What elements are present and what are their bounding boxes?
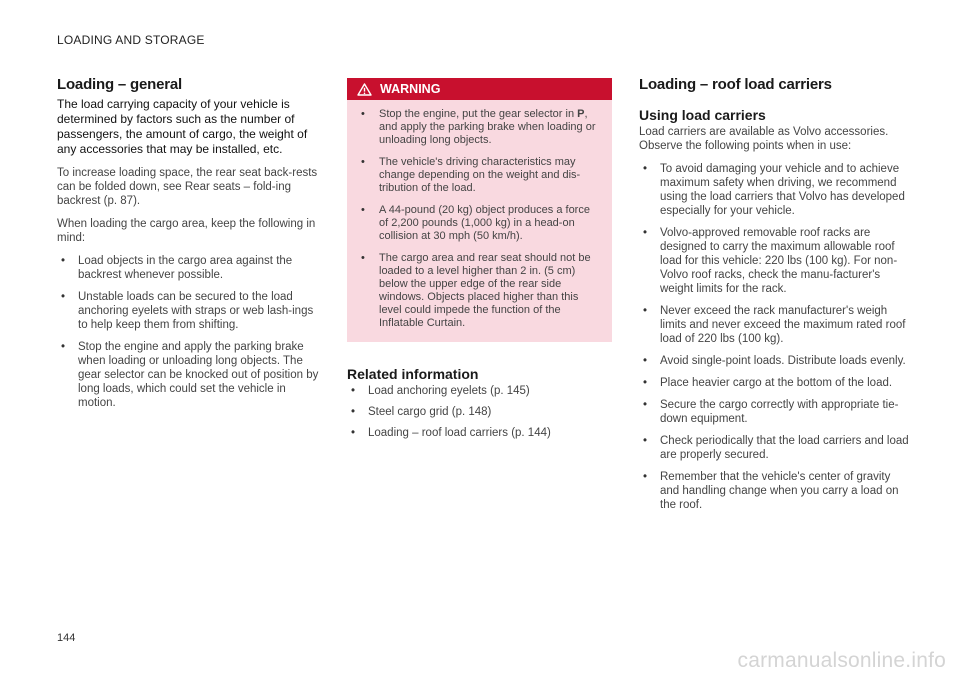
heading-roof-load-carriers: Loading – roof load carriers — [639, 76, 832, 93]
paragraph-intro: Load carriers are available as Volvo accessories. Observe the following points when in use: — [639, 126, 889, 152]
gear-position-p: P — [577, 108, 585, 120]
column-warning — [347, 78, 612, 447]
section-header: LOADING AND STORAGE — [57, 33, 205, 47]
loading-tips-list — [57, 254, 320, 410]
bullet-icon: • — [643, 435, 648, 447]
list-item: • To avoid damaging your vehicle and to achieve maximum safety when driving, we recommend using the load carriers that Volvo has developed especially for your vehicle. — [643, 163, 905, 217]
bullet-icon: • — [61, 255, 66, 267]
heading-loading-general: Loading – general — [57, 76, 182, 93]
list-item: • Secure the cargo correctly with appropriate tie-down equipment. — [643, 399, 899, 425]
related-links-list — [347, 384, 612, 440]
bullet-icon: • — [351, 385, 356, 397]
list-item: • Unstable loads can be secured to the load anchoring eyelets with straps or web lash-ings to help keep them from shifting. — [61, 291, 314, 331]
list-item: • Avoid single-point loads. Distribute loads evenly. — [643, 355, 906, 367]
bullet-icon: • — [643, 399, 648, 411]
bullet-icon: • — [361, 252, 365, 264]
bullet-icon: • — [61, 291, 66, 303]
warning-header — [347, 78, 612, 100]
warning-triangle-icon — [357, 83, 372, 96]
bullet-icon: • — [643, 305, 648, 317]
paragraph-keep-in-mind: When loading the cargo area, keep the following in mind: — [57, 218, 316, 244]
list-item: • The vehicle's driving characteristics may change depending on the weight and dis-tribution of the load. — [361, 156, 581, 194]
list-item: • Place heavier cargo at the bottom of the load. — [643, 377, 893, 389]
heading-related-information: Related information — [347, 366, 479, 382]
list-item: • Check periodically that the load carriers and load are properly secured. — [643, 435, 909, 461]
related-link[interactable]: • Load anchoring eyelets (p. 145) — [351, 385, 530, 397]
bullet-icon: • — [643, 377, 648, 389]
bullet-icon: • — [643, 163, 648, 175]
list-item: • Volvo-approved removable roof racks are designed to carry the maximum allowable roof load for this vehicle: 220 lbs (100 kg). For non-Volvo roof racks, check the manu-facturer's weight limits for the rack. — [643, 227, 898, 295]
bullet-icon: • — [61, 341, 66, 353]
list-item: • The cargo area and rear seat should not be loaded to a level higher than 2 in. (5 cm) below the upper edge of the rear side windows. Objects placed higher than this level could impede the function of the Inflatable Curtain. — [361, 252, 591, 329]
warning-label: WARNING — [380, 82, 441, 96]
warning-list — [357, 108, 602, 330]
list-item: • Load objects in the cargo area against the backrest whenever possible. — [61, 255, 293, 281]
bullet-icon: • — [643, 227, 648, 239]
bullet-icon: • — [361, 204, 365, 216]
list-item: • A 44-pound (20 kg) object produces a force of 2,200 pounds (1,000 kg) in a head-on collision at 30 mph (50 km/h). — [361, 204, 590, 242]
related-link[interactable]: • Loading – roof load carriers (p. 144) — [351, 427, 551, 439]
related-information — [347, 366, 612, 440]
bullet-icon: • — [351, 427, 356, 439]
bullet-icon: • — [361, 108, 365, 120]
warning-box — [347, 78, 612, 342]
list-item: • Stop the engine, put the gear selector in P, and apply the parking brake when loading or unloading long objects. — [361, 108, 596, 146]
bullet-icon: • — [643, 355, 648, 367]
list-item: • Never exceed the rack manufacturer's weigh limits and never exceed the maximum rated roof load of 220 lbs (100 kg). — [643, 305, 906, 345]
paragraph-rear-seats: To increase loading space, the rear seat back-rests can be folded down, see Rear seats – fold-ing backrest (p. 87). — [57, 167, 318, 207]
list-item: • Stop the engine and apply the parking brake when loading or unloading long objects. The gear selector can be knocked out of position by long loads, which could set the vehicle in motion. — [61, 341, 319, 409]
warning-body — [347, 100, 612, 342]
lead-paragraph: The load carrying capacity of your vehicle is determined by factors such as the number of passengers, the amount of cargo, the weight of any accessories that may be installed, etc. — [57, 97, 308, 156]
column-loading-general — [57, 76, 320, 418]
roof-carrier-tips-list — [639, 162, 911, 512]
related-link[interactable]: • Steel cargo grid (p. 148) — [351, 406, 492, 418]
bullet-icon: • — [643, 471, 648, 483]
page-number: 144 — [57, 632, 76, 644]
list-item: • Remember that the vehicle's center of gravity and handling change when you carry a load on the roof. — [643, 471, 899, 511]
bullet-icon: • — [351, 406, 356, 418]
column-roof-load-carriers — [639, 76, 911, 520]
bullet-icon: • — [361, 156, 365, 168]
heading-using-load-carriers: Using load carriers — [639, 107, 766, 123]
watermark: carmanualsonline.info — [737, 649, 946, 672]
